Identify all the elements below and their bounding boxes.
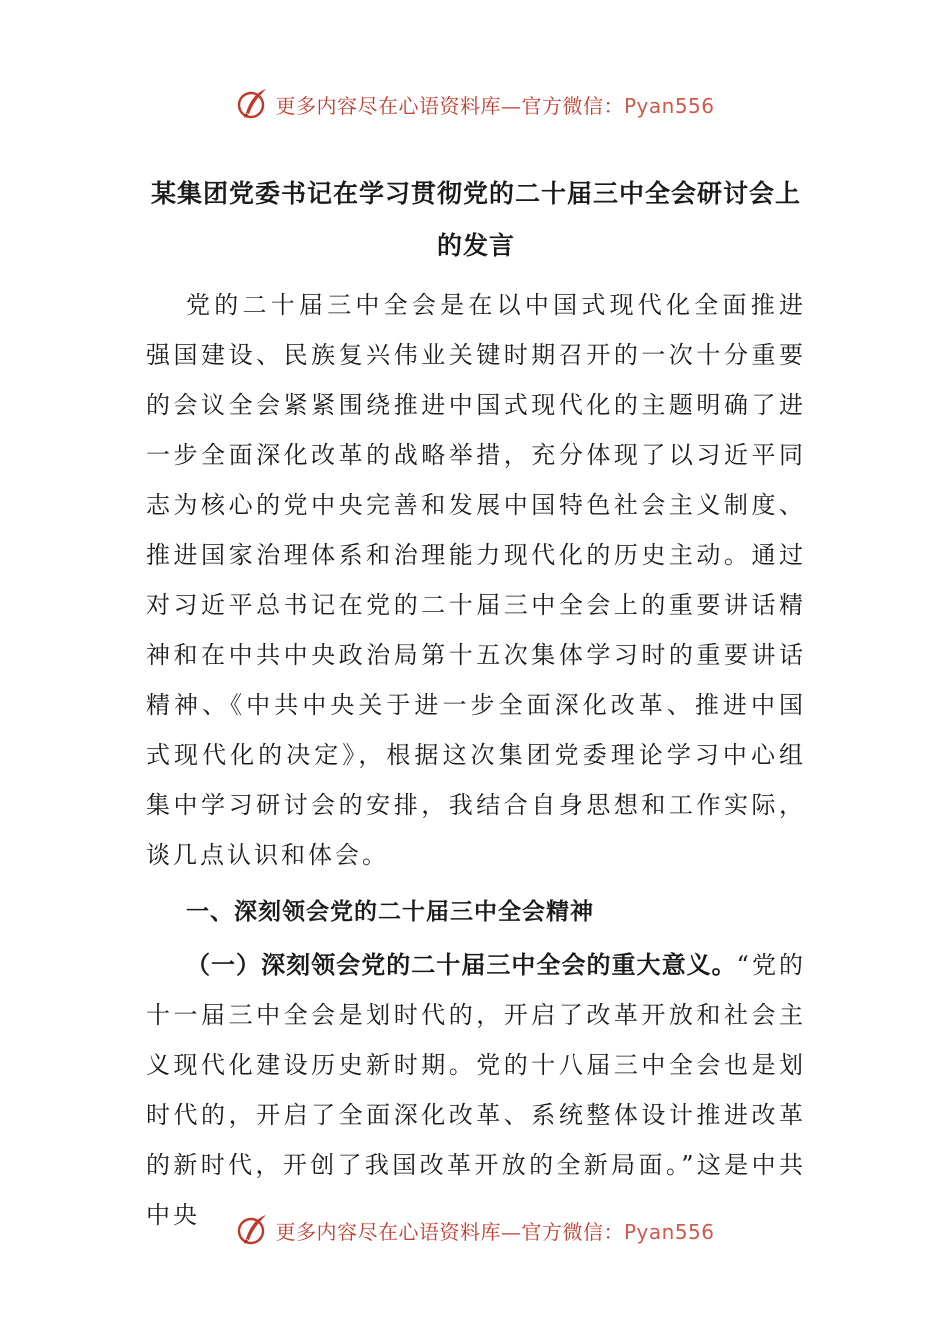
quill-pen-logo-icon <box>235 86 271 122</box>
header-banner <box>0 84 950 124</box>
banner-text <box>275 1216 714 1245</box>
document-body <box>146 280 806 1240</box>
subsection-1-heading: （一）深刻领会党的二十届三中全会的重大意义。 <box>186 951 737 979</box>
subsection-1-paragraph <box>146 940 806 1240</box>
banner-wechat-id: Pyan556 <box>623 93 715 118</box>
footer-banner <box>0 1210 950 1250</box>
banner-text-cn: 更多内容尽在心语资料库—官方微信： <box>275 93 624 118</box>
quill-pen-logo-icon <box>235 1212 271 1248</box>
section-1-heading: 一、深刻领会党的二十届三中全会精神 <box>186 899 594 925</box>
banner-wechat-id: Pyan556 <box>623 1219 715 1244</box>
document-title: 某集团党委书记在学习贯彻党的二十届三中全会研讨会上的发言 <box>150 179 801 260</box>
intro-paragraph: 党的二十届三中全会是在以中国式现代化全面推进强国建设、民族复兴伟业关键时期召开的一次十分重要的会议全会紧紧围绕推进中国式现代化的主题明确了进一步全面深化改革的战略举措，充分体现了以习近平同志为核心的党中央完善和发展中国特色社会主义制度、推进国家治理体系和治理能力现代化的历史主动。通过对习近平总书记在党的二十届三中全会上的重要讲话精神和在中共中央政治局第十五次集体学习时的重要讲话精神、《中共中央关于进一步全面深化改革、推进中国式现代化的决定》，根据这次集团党委理论学习中心组集中学习研讨会的安排，我结合自身思想和工作实际，谈几点认识和体会。 <box>146 291 806 869</box>
banner-text <box>275 90 714 119</box>
banner-text-cn: 更多内容尽在心语资料库—官方微信： <box>275 1219 624 1244</box>
subsection-1-text: “党的十一届三中全会是划时代的，开启了改革开放和社会主义现代化建设历史新时期。党的十八届三中全会也是划时代的，开启了全面深化改革、系统整体设计推进改革的新时代，开创了我国改革开放的全新局面。”这是中共中央 <box>146 951 807 1229</box>
